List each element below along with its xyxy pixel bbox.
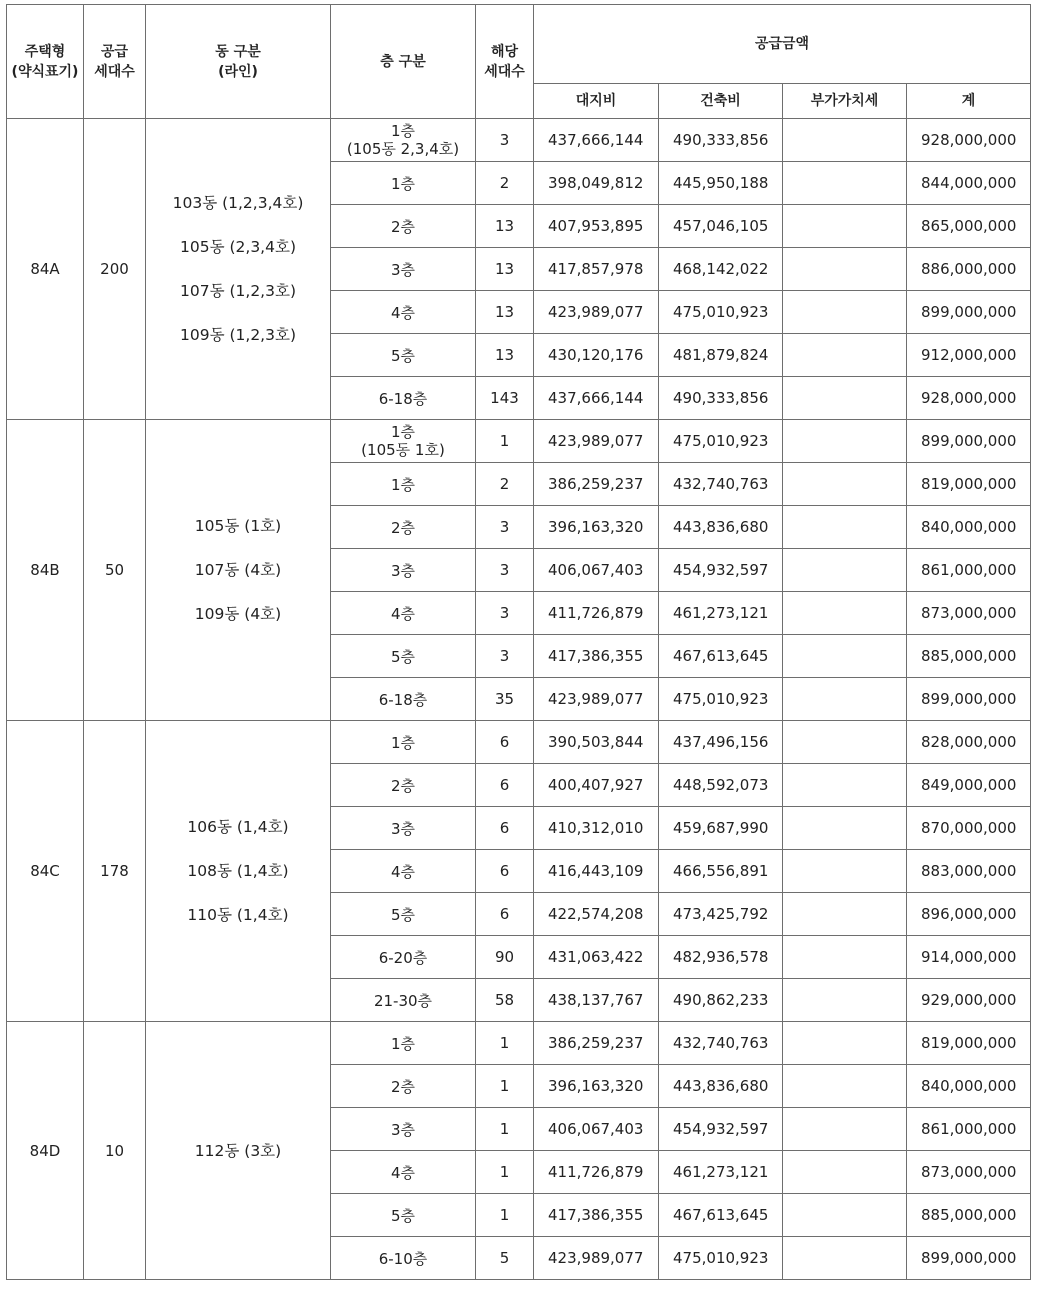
total-cell: 861,000,000	[907, 549, 1031, 592]
floor-cell: 4층	[331, 1151, 476, 1194]
vat-cell	[783, 850, 907, 893]
land-cost-cell: 390,503,844	[534, 721, 659, 764]
header-units-line2: 세대수	[484, 63, 525, 80]
building-cost-cell: 475,010,923	[659, 678, 783, 721]
total-cell: 885,000,000	[907, 635, 1031, 678]
land-cost-cell: 437,666,144	[534, 377, 659, 420]
building-cost-cell: 473,425,792	[659, 893, 783, 936]
total-cell: 886,000,000	[907, 248, 1031, 291]
building-cost-cell: 482,936,578	[659, 936, 783, 979]
units-cell: 3	[476, 635, 534, 678]
total-cell: 885,000,000	[907, 1194, 1031, 1237]
total-cell: 873,000,000	[907, 1151, 1031, 1194]
vat-cell	[783, 936, 907, 979]
vat-cell	[783, 1108, 907, 1151]
units-cell: 5	[476, 1237, 534, 1280]
building-cost-cell: 457,046,105	[659, 205, 783, 248]
total-cell: 819,000,000	[907, 463, 1031, 506]
land-cost-cell: 417,857,978	[534, 248, 659, 291]
vat-cell	[783, 506, 907, 549]
floor-cell: 3층	[331, 248, 476, 291]
building-line: 109동 (4호)	[194, 605, 282, 623]
total-cell: 840,000,000	[907, 1065, 1031, 1108]
table-row	[7, 721, 1031, 764]
total-cell: 861,000,000	[907, 1108, 1031, 1151]
building-cost-cell: 475,010,923	[659, 1237, 783, 1280]
building-line: 112동 (3호)	[194, 1141, 282, 1160]
vat-cell	[783, 635, 907, 678]
units-cell: 143	[476, 377, 534, 420]
total-cell: 899,000,000	[907, 1237, 1031, 1280]
floor-cell: 1층	[331, 1022, 476, 1065]
header-housing-type-line1: 주택형	[24, 43, 66, 60]
header-housing-type-line2: (약식표기)	[11, 63, 79, 80]
units-cell: 35	[476, 678, 534, 721]
total-cell: 870,000,000	[907, 807, 1031, 850]
header-supply-units-line2: 세대수	[94, 63, 135, 80]
units-cell: 6	[476, 721, 534, 764]
land-cost-cell: 417,386,355	[534, 1194, 659, 1237]
floor-cell: 5층	[331, 334, 476, 377]
total-cell: 844,000,000	[907, 162, 1031, 205]
floor-cell: 2층	[331, 506, 476, 549]
supply-units-cell: 50	[84, 420, 146, 721]
building-cost-cell: 468,142,022	[659, 248, 783, 291]
header-supply-units	[84, 5, 146, 119]
units-cell: 1	[476, 1194, 534, 1237]
floor-cell: 6-18층	[331, 377, 476, 420]
units-cell: 6	[476, 807, 534, 850]
land-cost-cell: 411,726,879	[534, 592, 659, 635]
total-cell: 912,000,000	[907, 334, 1031, 377]
floor-cell: 2층	[331, 764, 476, 807]
units-cell: 6	[476, 893, 534, 936]
floor-cell	[331, 119, 476, 162]
price-table-sheet	[6, 4, 1031, 1280]
land-cost-cell: 423,989,077	[534, 1237, 659, 1280]
land-cost-cell: 398,049,812	[534, 162, 659, 205]
building-cost-cell: 448,592,073	[659, 764, 783, 807]
header-units	[476, 5, 534, 119]
land-cost-cell: 386,259,237	[534, 463, 659, 506]
building-lines-cell	[146, 119, 331, 420]
land-cost-cell: 396,163,320	[534, 506, 659, 549]
building-cost-cell: 475,010,923	[659, 420, 783, 463]
housing-type-cell: 84C	[7, 721, 84, 1022]
header-building-cost: 건축비	[659, 84, 783, 119]
building-line: 107동 (1,2,3호)	[180, 282, 296, 300]
table-row	[7, 420, 1031, 463]
building-line: 105동 (2,3,4호)	[180, 238, 296, 256]
vat-cell	[783, 893, 907, 936]
total-cell: 928,000,000	[907, 119, 1031, 162]
vat-cell	[783, 334, 907, 377]
land-cost-cell: 400,407,927	[534, 764, 659, 807]
land-cost-cell: 407,953,895	[534, 205, 659, 248]
building-line: 110동 (1,4호)	[187, 906, 289, 924]
building-cost-cell: 467,613,645	[659, 635, 783, 678]
floor-cell: 6-10층	[331, 1237, 476, 1280]
floor-cell: 5층	[331, 1194, 476, 1237]
total-cell: 929,000,000	[907, 979, 1031, 1022]
units-cell: 3	[476, 549, 534, 592]
header-supply-amount: 공급금액	[534, 5, 1031, 84]
land-cost-cell: 431,063,422	[534, 936, 659, 979]
vat-cell	[783, 1194, 907, 1237]
units-cell: 13	[476, 291, 534, 334]
vat-cell	[783, 979, 907, 1022]
land-cost-cell: 396,163,320	[534, 1065, 659, 1108]
housing-type-cell: 84D	[7, 1022, 84, 1280]
building-line: 103동 (1,2,3,4호)	[172, 194, 304, 212]
vat-cell	[783, 463, 907, 506]
units-cell: 13	[476, 248, 534, 291]
floor-label: 1층	[390, 423, 416, 441]
building-cost-cell: 466,556,891	[659, 850, 783, 893]
building-line: 106동 (1,4호)	[187, 818, 289, 836]
building-lines-cell	[146, 1022, 331, 1280]
floor-cell: 5층	[331, 893, 476, 936]
total-cell: 865,000,000	[907, 205, 1031, 248]
vat-cell	[783, 377, 907, 420]
housing-type-cell: 84A	[7, 119, 84, 420]
land-cost-cell: 417,386,355	[534, 635, 659, 678]
total-cell: 883,000,000	[907, 850, 1031, 893]
vat-cell	[783, 1022, 907, 1065]
building-line: 105동 (1호)	[194, 517, 282, 535]
housing-type-cell: 84B	[7, 420, 84, 721]
units-cell: 90	[476, 936, 534, 979]
building-line: 107동 (4호)	[194, 561, 282, 579]
building-cost-cell: 454,932,597	[659, 1108, 783, 1151]
floor-cell: 3층	[331, 1108, 476, 1151]
floor-note: (105동 1호)	[361, 441, 445, 459]
building-lines-cell	[146, 420, 331, 721]
building-cost-cell: 490,862,233	[659, 979, 783, 1022]
floor-cell: 2층	[331, 1065, 476, 1108]
floor-cell: 3층	[331, 549, 476, 592]
land-cost-cell: 411,726,879	[534, 1151, 659, 1194]
supply-units-cell: 178	[84, 721, 146, 1022]
building-cost-cell: 475,010,923	[659, 291, 783, 334]
land-cost-cell: 416,443,109	[534, 850, 659, 893]
floor-cell: 2층	[331, 205, 476, 248]
total-cell: 899,000,000	[907, 420, 1031, 463]
header-total: 계	[907, 84, 1031, 119]
building-cost-cell: 445,950,188	[659, 162, 783, 205]
floor-cell: 3층	[331, 807, 476, 850]
units-cell: 3	[476, 506, 534, 549]
vat-cell	[783, 119, 907, 162]
vat-cell	[783, 162, 907, 205]
building-lines-cell	[146, 721, 331, 1022]
land-cost-cell: 410,312,010	[534, 807, 659, 850]
building-cost-cell: 461,273,121	[659, 1151, 783, 1194]
header-floor: 층 구분	[331, 5, 476, 119]
floor-cell: 6-20층	[331, 936, 476, 979]
units-cell: 58	[476, 979, 534, 1022]
table-row	[7, 1022, 1031, 1065]
land-cost-cell: 423,989,077	[534, 420, 659, 463]
total-cell: 849,000,000	[907, 764, 1031, 807]
building-line: 109동 (1,2,3호)	[180, 326, 296, 344]
land-cost-cell: 423,989,077	[534, 678, 659, 721]
header-vat: 부가가치세	[783, 84, 907, 119]
building-cost-cell: 432,740,763	[659, 463, 783, 506]
supply-units-cell: 200	[84, 119, 146, 420]
land-cost-cell: 430,120,176	[534, 334, 659, 377]
floor-cell: 1층	[331, 721, 476, 764]
building-line: 108동 (1,4호)	[187, 862, 289, 880]
total-cell: 873,000,000	[907, 592, 1031, 635]
building-cost-cell: 461,273,121	[659, 592, 783, 635]
vat-cell	[783, 678, 907, 721]
header-housing-type	[7, 5, 84, 119]
vat-cell	[783, 721, 907, 764]
floor-cell: 4층	[331, 592, 476, 635]
header-building	[146, 5, 331, 119]
floor-cell: 1층	[331, 162, 476, 205]
total-cell: 914,000,000	[907, 936, 1031, 979]
units-cell: 13	[476, 334, 534, 377]
land-cost-cell: 437,666,144	[534, 119, 659, 162]
vat-cell	[783, 549, 907, 592]
vat-cell	[783, 1151, 907, 1194]
units-cell: 1	[476, 1065, 534, 1108]
total-cell: 899,000,000	[907, 291, 1031, 334]
units-cell: 6	[476, 764, 534, 807]
floor-cell: 5층	[331, 635, 476, 678]
land-cost-cell: 438,137,767	[534, 979, 659, 1022]
header-building-line2: (라인)	[218, 63, 258, 80]
vat-cell	[783, 420, 907, 463]
floor-cell: 6-18층	[331, 678, 476, 721]
land-cost-cell: 423,989,077	[534, 291, 659, 334]
building-cost-cell: 459,687,990	[659, 807, 783, 850]
units-cell: 2	[476, 463, 534, 506]
building-cost-cell: 443,836,680	[659, 506, 783, 549]
vat-cell	[783, 764, 907, 807]
vat-cell	[783, 1237, 907, 1280]
floor-cell: 4층	[331, 850, 476, 893]
vat-cell	[783, 205, 907, 248]
building-cost-cell: 481,879,824	[659, 334, 783, 377]
total-cell: 899,000,000	[907, 678, 1031, 721]
floor-cell	[331, 420, 476, 463]
land-cost-cell: 422,574,208	[534, 893, 659, 936]
units-cell: 1	[476, 1022, 534, 1065]
vat-cell	[783, 248, 907, 291]
total-cell: 896,000,000	[907, 893, 1031, 936]
vat-cell	[783, 592, 907, 635]
building-cost-cell: 454,932,597	[659, 549, 783, 592]
total-cell: 828,000,000	[907, 721, 1031, 764]
vat-cell	[783, 1065, 907, 1108]
supply-units-cell: 10	[84, 1022, 146, 1280]
land-cost-cell: 406,067,403	[534, 549, 659, 592]
table-body	[7, 119, 1031, 1280]
land-cost-cell: 386,259,237	[534, 1022, 659, 1065]
building-cost-cell: 437,496,156	[659, 721, 783, 764]
header-units-line1: 해당	[490, 43, 519, 60]
building-cost-cell: 467,613,645	[659, 1194, 783, 1237]
header-building-line1: 동 구분	[215, 43, 261, 60]
total-cell: 840,000,000	[907, 506, 1031, 549]
supply-price-table	[6, 4, 1031, 1280]
units-cell: 6	[476, 850, 534, 893]
units-cell: 2	[476, 162, 534, 205]
units-cell: 1	[476, 420, 534, 463]
vat-cell	[783, 291, 907, 334]
units-cell: 13	[476, 205, 534, 248]
units-cell: 1	[476, 1151, 534, 1194]
building-cost-cell: 490,333,856	[659, 119, 783, 162]
floor-label: 1층	[390, 122, 416, 140]
floor-cell: 4층	[331, 291, 476, 334]
floor-cell: 1층	[331, 463, 476, 506]
vat-cell	[783, 807, 907, 850]
units-cell: 3	[476, 592, 534, 635]
floor-cell: 21-30층	[331, 979, 476, 1022]
units-cell: 1	[476, 1108, 534, 1151]
header-supply-units-line1: 공급	[100, 43, 129, 60]
building-cost-cell: 432,740,763	[659, 1022, 783, 1065]
table-row	[7, 119, 1031, 162]
building-cost-cell: 490,333,856	[659, 377, 783, 420]
units-cell: 3	[476, 119, 534, 162]
building-cost-cell: 443,836,680	[659, 1065, 783, 1108]
total-cell: 819,000,000	[907, 1022, 1031, 1065]
land-cost-cell: 406,067,403	[534, 1108, 659, 1151]
floor-note: (105동 2,3,4호)	[346, 140, 460, 158]
header-land-cost: 대지비	[534, 84, 659, 119]
total-cell: 928,000,000	[907, 377, 1031, 420]
